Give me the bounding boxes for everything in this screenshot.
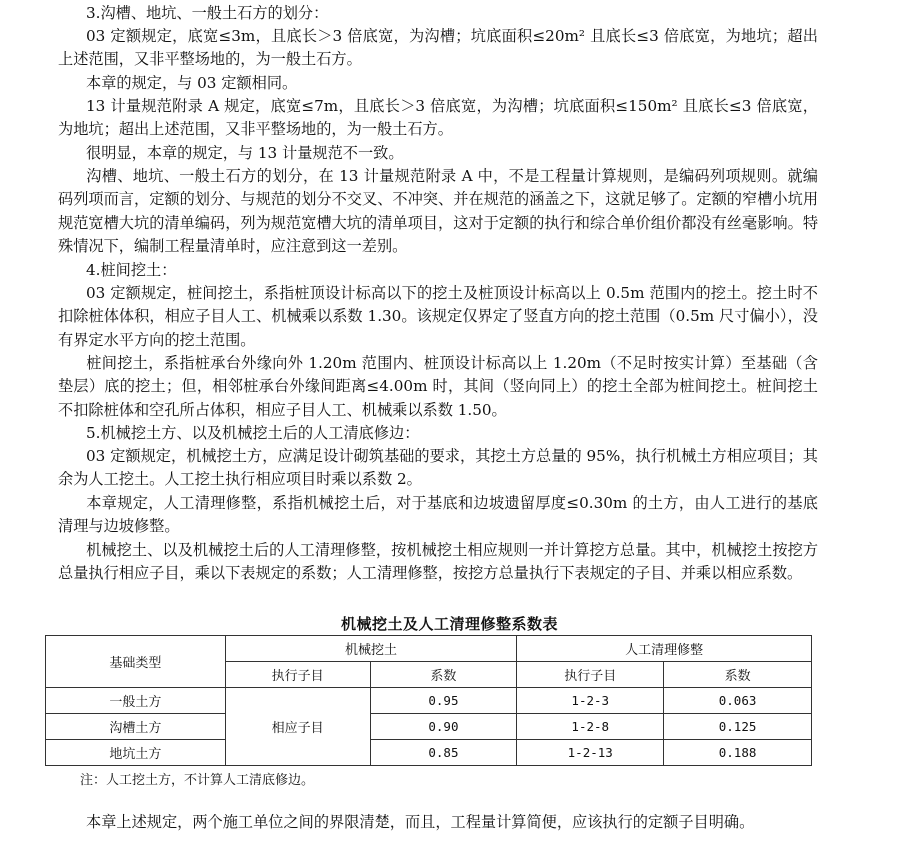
header-mechanical: 机械挖土 [225, 636, 517, 662]
header-manual-item: 执行子目 [517, 662, 664, 688]
header-mech-coef: 系数 [370, 662, 517, 688]
cell-mech-coef: 0.90 [370, 714, 517, 740]
cell-manual-coef: 0.188 [664, 740, 812, 766]
paragraph: 03 定额规定，机械挖土方，应满足设计砌筑基础的要求，其挖土方总量的 95%，执行机械土方相应项目；其余为人工挖土。人工挖土执行相应项目时乘以系数 2。 [58, 447, 818, 489]
cell-manual-item: 1-2-3 [517, 688, 664, 714]
table-title: 机械挖土及人工清理修整系数表 [340, 615, 558, 633]
paragraph: 13 计量规范附录 A 规定，底宽≤7m，且底长＞3 倍底宽，为沟槽；坑底面积≤150m² 且底长≤3 倍底宽，为地坑；超出上述范围，又非平整场地的，为一般土石方。 [58, 97, 818, 139]
cell-type: 地坑土方 [46, 740, 226, 766]
paragraph: 03 定额规定，桩间挖土，系指桩顶设计标高以下的挖土及桩顶设计标高以上 0.5m 范围内的挖土。挖土时不扣除桩体体积，相应子目人工、机械乘以系数 1.30。该规定仅界定了竖直方向的挖土范围（0.5m 尺寸偏小），没有界定水平方向的挖土范围。 [58, 284, 818, 349]
paragraph: 很明显，本章的规定，与 13 计量规范不一致。 [86, 144, 404, 162]
cell-manual-item: 1-2-13 [517, 740, 664, 766]
cell-type: 一般土方 [46, 688, 226, 714]
table-note: 注：人工挖土方，不计算人工清底修边。 [80, 773, 315, 788]
header-mech-item: 执行子目 [225, 662, 370, 688]
paragraph: 本章的规定，与 03 定额相同。 [86, 74, 298, 92]
cell-mech-coef: 0.85 [370, 740, 517, 766]
cell-mech-item: 相应子目 [225, 688, 370, 766]
closing-paragraph: 本章上述规定，两个施工单位之间的界限清楚，而且，工程量计算简便，应该执行的定额子目明确。 [86, 813, 755, 831]
table-row [46, 688, 812, 714]
cell-manual-coef: 0.063 [664, 688, 812, 714]
table-row [46, 740, 812, 766]
paragraph: 桩间挖土，系指桩承台外缘向外 1.20m 范围内、桩顶设计标高以上 1.20m（不足时按实计算）至基础（含垫层）底的挖土；但，相邻桩承台外缘间距离≤4.00m 时，其间（竖向同上）的挖土全部为桩间挖土。桩间挖土不扣除桩体和空孔所占体积，相应子目人工、机械乘以系数 1.50。 [58, 354, 818, 419]
cell-mech-coef: 0.95 [370, 688, 517, 714]
heading-4: 4.桩间挖土： [86, 261, 177, 279]
paragraph: 沟槽、地坑、一般土石方的划分，在 13 计量规范附录 A 中，不是工程量计算规则，是编码列项规则。就编码列项而言，定额的划分、与规范的划分不交叉、不冲突、并在规范的涵盖之下，这就足够了。定额的窄槽小坑用规范宽槽大坑的清单编码，列为规范宽槽大坑的清单项目，这对于定额的执行和综合单价组价都没有丝毫影响。特殊情况下，编制工程量清单时，应注意到这一差别。 [58, 167, 818, 256]
paragraph: 机械挖土、以及机械挖土后的人工清理修整，按机械挖土相应规则一并计算挖方总量。其中，机械挖土按挖方总量执行相应子目，乘以下表规定的系数；人工清理修整，按挖方总量执行下表规定的子目、并乘以相应系数。 [58, 541, 818, 583]
paragraph: 03 定额规定，底宽≤3m，且底长＞3 倍底宽，为沟槽；坑底面积≤20m² 且底长≤3 倍底宽，为地坑；超出上述范围，又非平整场地的，为一般土石方。 [58, 27, 818, 69]
cell-manual-coef: 0.125 [664, 714, 812, 740]
header-base-type: 基础类型 [46, 636, 226, 688]
paragraph: 本章规定，人工清理修整，系指机械挖土后，对于基底和边坡遗留厚度≤0.30m 的土方，由人工进行的基底清理与边坡修整。 [58, 494, 818, 536]
header-manual: 人工清理修整 [517, 636, 812, 662]
heading-5: 5.机械挖土方、以及机械挖土后的人工清底修边： [86, 424, 420, 442]
heading-3: 3.沟槽、地坑、一般土石方的划分： [86, 4, 329, 22]
cell-type: 沟槽土方 [46, 714, 226, 740]
table-row [46, 714, 812, 740]
coefficient-table [45, 635, 812, 766]
header-manual-coef: 系数 [664, 662, 812, 688]
cell-manual-item: 1-2-8 [517, 714, 664, 740]
